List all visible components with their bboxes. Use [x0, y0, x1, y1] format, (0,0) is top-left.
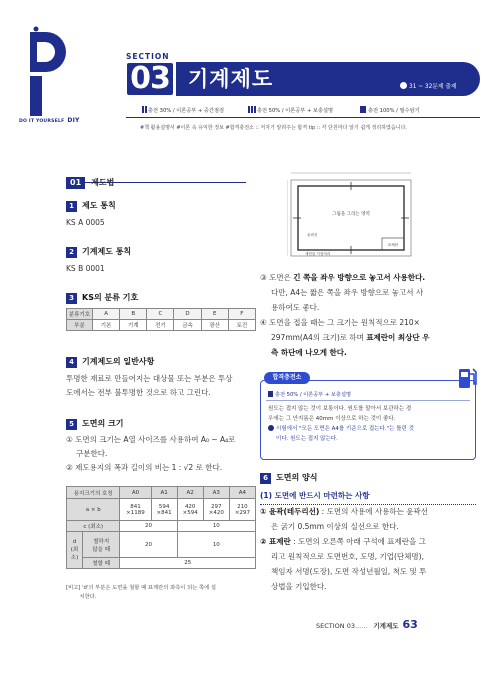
- hashtags: #책 활용설명서 #이론 속 유익한 정보 #합격충전소 :: 저자가 알려주는 합격 tip :: 각 단원마다 알기 쉽게 정리하였습니다.: [140, 125, 407, 131]
- sub-heading-6: 6 도면의 양식: [260, 472, 317, 484]
- section-number: 03: [127, 63, 173, 95]
- sub-heading-4: 4 기계제도의 일반사항: [66, 356, 154, 368]
- logo-subtitle: DO IT YOURSELF DIY: [19, 117, 80, 124]
- diagram-edge-label: 재단된 가장자리: [305, 252, 331, 256]
- study-plan-2: 충전 50% / 이론공부 + 보충설명: [248, 106, 333, 114]
- sub-heading-2: 2 기계제도 통칙: [66, 246, 131, 258]
- drawing-sheet-diagram: [287, 168, 415, 260]
- diagram-outline-label: 윤곽선: [307, 233, 318, 237]
- study-plan-3: 충전 100% / 필수암기: [360, 106, 420, 114]
- table-note: [비고] 'd'의 부분은 도면을 철할 때 표제란의 좌측이 되는 쪽에 설 치한다.: [66, 585, 217, 600]
- logo-icon: [20, 26, 66, 120]
- sub-body-2: KS B 0001: [66, 264, 105, 273]
- page-title: 기계제도: [188, 67, 274, 91]
- main-section-number: 01: [66, 177, 85, 189]
- ks-classification-table: 분류기호 A B C D E F 부분 기본 기계 전기 금속 광산 토건: [66, 308, 256, 331]
- study-plan-1: 충전 30% / 이론공부 + 중간점검: [142, 106, 224, 114]
- diagram-title-block-label: 표제란: [387, 243, 399, 247]
- section-label: SECTION: [126, 52, 170, 61]
- tip-tag: 합격충전소: [264, 372, 310, 384]
- page-number: 63: [402, 618, 418, 631]
- sub-body-4: 투명한 재료로 만들어지는 대상물 또는 부분은 투상 도에서는 전부 불투명한 것으로 하고 그린다.: [66, 374, 233, 397]
- diagram-area-label: 그림을 그리는 영역: [332, 212, 370, 217]
- sub-heading-3: 3 KS의 분류 기호: [66, 292, 138, 304]
- tip-body: 원도는 접지 않는 것이 보통이다. 원도를 말아서 보관하는 경 우에는 그 안지름은 40mm 이상으로 하는 것이 좋다.: [268, 406, 412, 422]
- fuel-pump-icon: [458, 366, 478, 390]
- right-items: ③ 도면은 긴 쪽을 좌우 방향으로 놓고서 사용한다. 다만, A4는 짧은 쪽을 좌우 방향으로 놓고서 사 용하여도 좋다. ④ 도면을 접을 때는 그 크기는 원칙적으로 210× 297mm(A4의 크기)로 하며 표제란이 최상단 우 측 하단에 나오게 한다.: [260, 273, 430, 357]
- clock-icon: [400, 82, 407, 89]
- tip-exam-note: 시험에서 "모든 도면은 A4를 기준으로 접는다."는 틀린 것 이다. 원도는 접지 않는다.: [268, 425, 470, 444]
- tip-divider: [266, 400, 470, 401]
- form-items: ① 윤곽(테두리선) : 도면의 사용에 사용하는 윤곽선 은 굵기 0.5mm 이상의 실선으로 한다. ② 표제란 : 도면의 오른쪽 아래 구석에 표제란을 그 리고 원칙적으로 도면번호, 도명, 기업(단체명), 책임자 서명(도장), 도면 작성년월일, 척도 및 투 상법을 기입한다.: [260, 507, 428, 591]
- sub-body-5: ① 도면의 크기는 A열 사이즈를 사용하여 A₀ ~ A₄로 구분한다. ② 제도용지의 폭과 길이의 비는 1 : √2 로 한다.: [66, 435, 236, 472]
- form-subheading: (1) 도면에 반드시 마련하는 사항: [260, 490, 476, 505]
- main-section-heading: [66, 170, 246, 187]
- page-footer: SECTION 03...... 기계제도 63: [316, 618, 418, 631]
- tip-subtitle: 충전 50% / 이론공부 + 보충설명: [268, 391, 351, 398]
- paper-size-table: 용지크기의 호칭 A0 A1 A2 A3 A4 a × b 841 ×1189 594 ×841 420 ×594 297 ×420 210 ×297 c (최소) 20 10 d (최소) 철하지 않을 때 20 10 철할 때 25: [66, 486, 256, 569]
- main-section-title: 제도법: [91, 178, 115, 187]
- header-rule: [126, 117, 480, 118]
- frequency-badge: 31 ~ 32문제 출제: [400, 81, 457, 90]
- sub-body-1: KS A 0005: [66, 218, 105, 227]
- exam-icon: [268, 425, 274, 431]
- sub-heading-5: 5 도면의 크기: [66, 418, 123, 430]
- sub-heading-1: 1 제도 통칙: [66, 200, 116, 212]
